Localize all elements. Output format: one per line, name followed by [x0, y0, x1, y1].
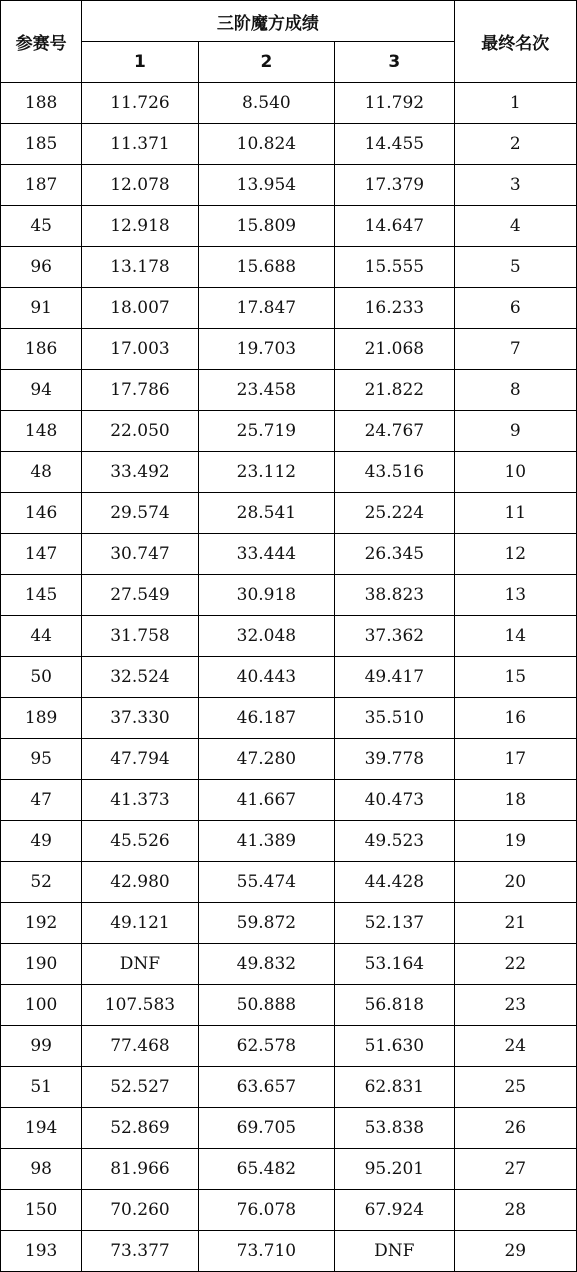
- round-3-cell: 49.417: [335, 657, 454, 698]
- final-rank-cell: 20: [454, 862, 576, 903]
- round-1-cell: 30.747: [82, 534, 198, 575]
- round-2-cell: 30.918: [198, 575, 334, 616]
- table-row: [1, 575, 577, 616]
- table-row: [1, 1149, 577, 1190]
- final-rank-cell: 29: [454, 1231, 576, 1272]
- final-rank-cell: 11: [454, 493, 576, 534]
- contestant-id-cell: 193: [1, 1231, 82, 1272]
- round-3-cell: 39.778: [335, 739, 454, 780]
- final-rank-cell: 19: [454, 821, 576, 862]
- round-2-cell: 33.444: [198, 534, 334, 575]
- contestant-id-cell: 98: [1, 1149, 82, 1190]
- contestant-id-cell: 192: [1, 903, 82, 944]
- round-3-cell: 62.831: [335, 1067, 454, 1108]
- round-3-cell: 44.428: [335, 862, 454, 903]
- round-1-cell: 27.549: [82, 575, 198, 616]
- round-1-cell: 11.726: [82, 83, 198, 124]
- round-2-cell: 28.541: [198, 493, 334, 534]
- final-rank-cell: 21: [454, 903, 576, 944]
- final-rank-cell: 16: [454, 698, 576, 739]
- round-1-cell: 11.371: [82, 124, 198, 165]
- round-1-cell: 41.373: [82, 780, 198, 821]
- contestant-id-cell: 99: [1, 1026, 82, 1067]
- round-1-cell: 52.869: [82, 1108, 198, 1149]
- round-3-cell: 38.823: [335, 575, 454, 616]
- table-row: [1, 206, 577, 247]
- round-1-cell: 73.377: [82, 1231, 198, 1272]
- round-2-cell: 65.482: [198, 1149, 334, 1190]
- round-2-cell: 69.705: [198, 1108, 334, 1149]
- round-3-cell: 14.647: [335, 206, 454, 247]
- table-row: [1, 124, 577, 165]
- final-rank-cell: 4: [454, 206, 576, 247]
- round-1-cell: 17.786: [82, 370, 198, 411]
- round-2-cell: 59.872: [198, 903, 334, 944]
- header-contestant-id: 参赛号: [1, 1, 82, 83]
- contestant-id-cell: 51: [1, 1067, 82, 1108]
- round-3-cell: 56.818: [335, 985, 454, 1026]
- round-3-cell: 37.362: [335, 616, 454, 657]
- final-rank-cell: 2: [454, 124, 576, 165]
- round-3-cell: 51.630: [335, 1026, 454, 1067]
- round-1-cell: 31.758: [82, 616, 198, 657]
- contestant-id-cell: 91: [1, 288, 82, 329]
- table-body: [1, 83, 577, 1272]
- table-row: [1, 657, 577, 698]
- contestant-id-cell: 96: [1, 247, 82, 288]
- table-row: [1, 83, 577, 124]
- contestant-id-cell: 188: [1, 83, 82, 124]
- contestant-id-cell: 147: [1, 534, 82, 575]
- header-round-3: 3: [335, 42, 454, 83]
- final-rank-cell: 15: [454, 657, 576, 698]
- round-2-cell: 41.667: [198, 780, 334, 821]
- round-1-cell: 37.330: [82, 698, 198, 739]
- round-3-cell: 14.455: [335, 124, 454, 165]
- final-rank-cell: 12: [454, 534, 576, 575]
- round-1-cell: 12.918: [82, 206, 198, 247]
- contestant-id-cell: 186: [1, 329, 82, 370]
- round-1-cell: 45.526: [82, 821, 198, 862]
- round-3-cell: 17.379: [335, 165, 454, 206]
- table-row: [1, 1190, 577, 1231]
- final-rank-cell: 28: [454, 1190, 576, 1231]
- table-row: [1, 1231, 577, 1272]
- final-rank-cell: 8: [454, 370, 576, 411]
- table-header: [1, 1, 577, 83]
- contestant-id-cell: 145: [1, 575, 82, 616]
- round-1-cell: 49.121: [82, 903, 198, 944]
- contestant-id-cell: 45: [1, 206, 82, 247]
- header-row-top: [1, 1, 577, 42]
- round-3-cell: 43.516: [335, 452, 454, 493]
- table-row: [1, 411, 577, 452]
- contestant-id-cell: 50: [1, 657, 82, 698]
- round-3-cell: 24.767: [335, 411, 454, 452]
- contestant-id-cell: 47: [1, 780, 82, 821]
- round-3-cell: 26.345: [335, 534, 454, 575]
- round-1-cell: 18.007: [82, 288, 198, 329]
- table-row: [1, 862, 577, 903]
- round-1-cell: 12.078: [82, 165, 198, 206]
- final-rank-cell: 6: [454, 288, 576, 329]
- table-row: [1, 1067, 577, 1108]
- round-2-cell: 73.710: [198, 1231, 334, 1272]
- round-2-cell: 13.954: [198, 165, 334, 206]
- header-final-rank: 最终名次: [454, 1, 576, 83]
- final-rank-cell: 24: [454, 1026, 576, 1067]
- round-3-cell: 53.838: [335, 1108, 454, 1149]
- table-row: [1, 493, 577, 534]
- contestant-id-cell: 185: [1, 124, 82, 165]
- round-2-cell: 23.112: [198, 452, 334, 493]
- round-3-cell: 25.224: [335, 493, 454, 534]
- contestant-id-cell: 148: [1, 411, 82, 452]
- round-3-cell: 21.822: [335, 370, 454, 411]
- contestant-id-cell: 189: [1, 698, 82, 739]
- table-row: [1, 821, 577, 862]
- final-rank-cell: 25: [454, 1067, 576, 1108]
- round-3-cell: 49.523: [335, 821, 454, 862]
- round-1-cell: DNF: [82, 944, 198, 985]
- final-rank-cell: 22: [454, 944, 576, 985]
- round-2-cell: 47.280: [198, 739, 334, 780]
- header-round-1: 1: [82, 42, 198, 83]
- round-2-cell: 15.688: [198, 247, 334, 288]
- round-3-cell: 67.924: [335, 1190, 454, 1231]
- final-rank-cell: 13: [454, 575, 576, 616]
- round-2-cell: 8.540: [198, 83, 334, 124]
- round-2-cell: 63.657: [198, 1067, 334, 1108]
- round-2-cell: 17.847: [198, 288, 334, 329]
- table-row: [1, 903, 577, 944]
- round-3-cell: 52.137: [335, 903, 454, 944]
- round-2-cell: 23.458: [198, 370, 334, 411]
- table-row: [1, 329, 577, 370]
- round-3-cell: 40.473: [335, 780, 454, 821]
- round-2-cell: 49.832: [198, 944, 334, 985]
- round-2-cell: 25.719: [198, 411, 334, 452]
- final-rank-cell: 14: [454, 616, 576, 657]
- final-rank-cell: 27: [454, 1149, 576, 1190]
- round-1-cell: 81.966: [82, 1149, 198, 1190]
- round-2-cell: 40.443: [198, 657, 334, 698]
- round-1-cell: 70.260: [82, 1190, 198, 1231]
- table-row: [1, 534, 577, 575]
- table-row: [1, 616, 577, 657]
- round-3-cell: 15.555: [335, 247, 454, 288]
- contestant-id-cell: 48: [1, 452, 82, 493]
- round-1-cell: 29.574: [82, 493, 198, 534]
- final-rank-cell: 1: [454, 83, 576, 124]
- round-3-cell: 21.068: [335, 329, 454, 370]
- round-2-cell: 46.187: [198, 698, 334, 739]
- final-rank-cell: 7: [454, 329, 576, 370]
- final-rank-cell: 23: [454, 985, 576, 1026]
- round-2-cell: 10.824: [198, 124, 334, 165]
- contestant-id-cell: 194: [1, 1108, 82, 1149]
- round-2-cell: 62.578: [198, 1026, 334, 1067]
- contestant-id-cell: 44: [1, 616, 82, 657]
- round-3-cell: 95.201: [335, 1149, 454, 1190]
- round-2-cell: 15.809: [198, 206, 334, 247]
- final-rank-cell: 5: [454, 247, 576, 288]
- round-2-cell: 76.078: [198, 1190, 334, 1231]
- round-2-cell: 50.888: [198, 985, 334, 1026]
- round-3-cell: DNF: [335, 1231, 454, 1272]
- round-3-cell: 16.233: [335, 288, 454, 329]
- contestant-id-cell: 95: [1, 739, 82, 780]
- contestant-id-cell: 146: [1, 493, 82, 534]
- final-rank-cell: 17: [454, 739, 576, 780]
- table-row: [1, 165, 577, 206]
- table-row: [1, 698, 577, 739]
- table-row: [1, 780, 577, 821]
- table-row: [1, 1026, 577, 1067]
- round-1-cell: 33.492: [82, 452, 198, 493]
- table-row: [1, 739, 577, 780]
- contestant-id-cell: 100: [1, 985, 82, 1026]
- round-2-cell: 19.703: [198, 329, 334, 370]
- contestant-id-cell: 49: [1, 821, 82, 862]
- table-row: [1, 1108, 577, 1149]
- round-1-cell: 52.527: [82, 1067, 198, 1108]
- round-1-cell: 32.524: [82, 657, 198, 698]
- round-1-cell: 13.178: [82, 247, 198, 288]
- round-1-cell: 42.980: [82, 862, 198, 903]
- final-rank-cell: 26: [454, 1108, 576, 1149]
- contestant-id-cell: 187: [1, 165, 82, 206]
- final-rank-cell: 3: [454, 165, 576, 206]
- round-2-cell: 32.048: [198, 616, 334, 657]
- table-row: [1, 288, 577, 329]
- round-1-cell: 17.003: [82, 329, 198, 370]
- table-row: [1, 370, 577, 411]
- round-2-cell: 55.474: [198, 862, 334, 903]
- round-1-cell: 107.583: [82, 985, 198, 1026]
- header-3x3-results: 三阶魔方成绩: [82, 1, 454, 42]
- contestant-id-cell: 150: [1, 1190, 82, 1231]
- round-1-cell: 77.468: [82, 1026, 198, 1067]
- final-rank-cell: 9: [454, 411, 576, 452]
- table-row: [1, 452, 577, 493]
- round-1-cell: 47.794: [82, 739, 198, 780]
- round-3-cell: 35.510: [335, 698, 454, 739]
- round-3-cell: 53.164: [335, 944, 454, 985]
- round-3-cell: 11.792: [335, 83, 454, 124]
- round-2-cell: 41.389: [198, 821, 334, 862]
- final-rank-cell: 18: [454, 780, 576, 821]
- header-round-2: 2: [198, 42, 334, 83]
- contestant-id-cell: 94: [1, 370, 82, 411]
- table-row: [1, 944, 577, 985]
- table-row: [1, 247, 577, 288]
- round-1-cell: 22.050: [82, 411, 198, 452]
- table-row: [1, 985, 577, 1026]
- final-rank-cell: 10: [454, 452, 576, 493]
- contestant-id-cell: 190: [1, 944, 82, 985]
- contestant-id-cell: 52: [1, 862, 82, 903]
